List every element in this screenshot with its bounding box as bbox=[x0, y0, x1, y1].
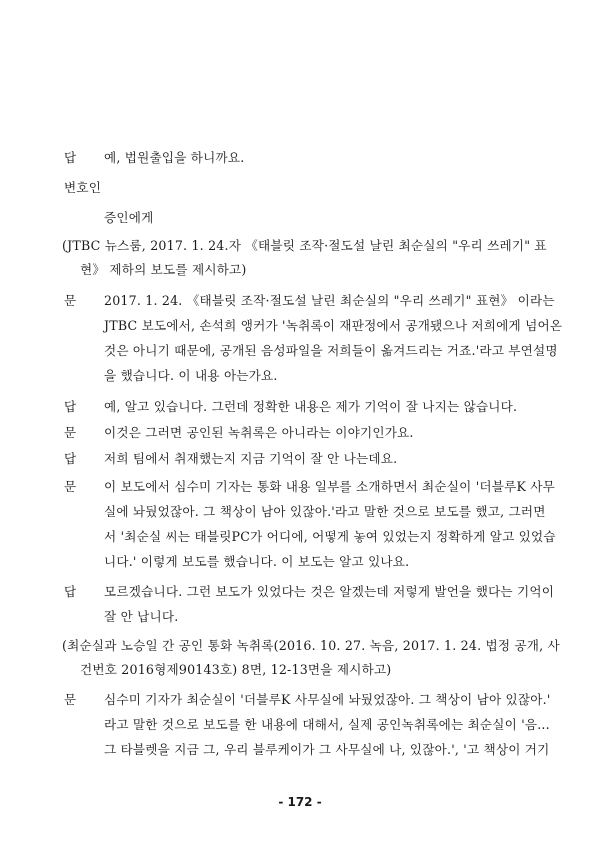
answer-label: 답 bbox=[64, 150, 77, 165]
answer-4-line-2: 잘 안 납니다. bbox=[104, 609, 179, 624]
question-text: 심수미 기자가 최순실이 '더블루K 사무실에 놔뒀었잖아. 그 책상이 남아 있잖아.' bbox=[104, 692, 551, 707]
question-1-line-2: JTBC 보도에서, 손석희 앵커가 '녹취록이 재판정에서 공개됐으나 저희에게 넘어온 bbox=[104, 318, 563, 333]
question-label: 문 bbox=[64, 692, 77, 707]
speaker-lawyer: 변호인 bbox=[64, 180, 102, 195]
question-3-line-4: 니다.' 이렇게 보도를 했습니다. 이 보도는 알고 있나요. bbox=[104, 554, 410, 569]
question-text: 이 보도에서 심수미 기자는 통화 내용 일부를 소개하면서 최순실이 '더블루K 사무 bbox=[104, 479, 556, 494]
page-number: - 172 - bbox=[278, 795, 322, 809]
exhibit-note-1-line-2: 현》 제하의 보도를 제시하고) bbox=[80, 262, 247, 277]
question-1-line-4: 을 했습니다. 이 내용 아는가요. bbox=[104, 368, 278, 383]
question-4-line-2: 라고 말한 것으로 보도를 한 내용에 대해서, 실제 공인녹취록에는 최순실이 '음... bbox=[104, 717, 550, 732]
answer-text: 예, 알고 있습니다. 그런데 정확한 내용은 제가 기억이 잘 나지는 않습니다. bbox=[104, 399, 518, 414]
answer-label: 답 bbox=[64, 399, 77, 414]
question-4-line-3: 그 타블렛을 지금 그, 우리 블루케이가 그 사무실에 나, 있잖아.', '고 책상이 거기 bbox=[104, 742, 550, 757]
question-label: 문 bbox=[64, 479, 77, 494]
exhibit-note-2-line-2: 건번호 2016형제90143호) 8면, 12-13면을 제시하고) bbox=[80, 662, 392, 677]
addressee-witness: 증인에게 bbox=[104, 210, 154, 225]
answer-label: 답 bbox=[64, 584, 77, 599]
question-text: 2017. 1. 24. 《태블릿 조작·절도설 날린 최순실의 "우리 쓰레기" 표현》 이라는 bbox=[104, 293, 555, 308]
question-label: 문 bbox=[64, 293, 77, 308]
question-text: 이것은 그러면 공인된 녹취록은 아니라는 이야기인가요. bbox=[104, 425, 414, 440]
question-1-line-3: 것은 아니기 때문에, 공개된 음성파일을 저희들이 옮겨드리는 거죠.'라고 부연설명 bbox=[104, 343, 558, 358]
answer-text: 저희 팀에서 취재했는지 지금 기억이 잘 안 나는데요. bbox=[104, 451, 398, 466]
answer-label: 답 bbox=[64, 451, 77, 466]
answer-text: 모르겠습니다. 그런 보도가 있었다는 것은 알겠는데 저렇게 발언을 했다는 기억이 bbox=[104, 584, 555, 599]
question-3-line-3: 서 '최순실 씨는 태블릿PC가 어디에, 어떻게 놓여 있었는지 정확하게 알고 있었습 bbox=[104, 529, 556, 544]
exhibit-note-2-line-1: (최순실과 노승일 간 공인 통화 녹취록(2016. 10. 27. 녹음, 2017. 1. 24. 법정 공개, 사 bbox=[62, 638, 560, 653]
question-3-line-2: 실에 놔뒀었잖아. 그 책상이 남아 있잖아.'라고 말한 것으로 보도를 했고, 그러면 bbox=[104, 504, 546, 519]
answer-text: 예, 법원출입을 하니까요. bbox=[104, 150, 245, 165]
question-label: 문 bbox=[64, 425, 77, 440]
exhibit-note-1-line-1: (JTBC 뉴스룸, 2017. 1. 24.자 《태블릿 조작·절도설 날린 최순실의 "우리 쓰레기" 표 bbox=[62, 238, 547, 253]
